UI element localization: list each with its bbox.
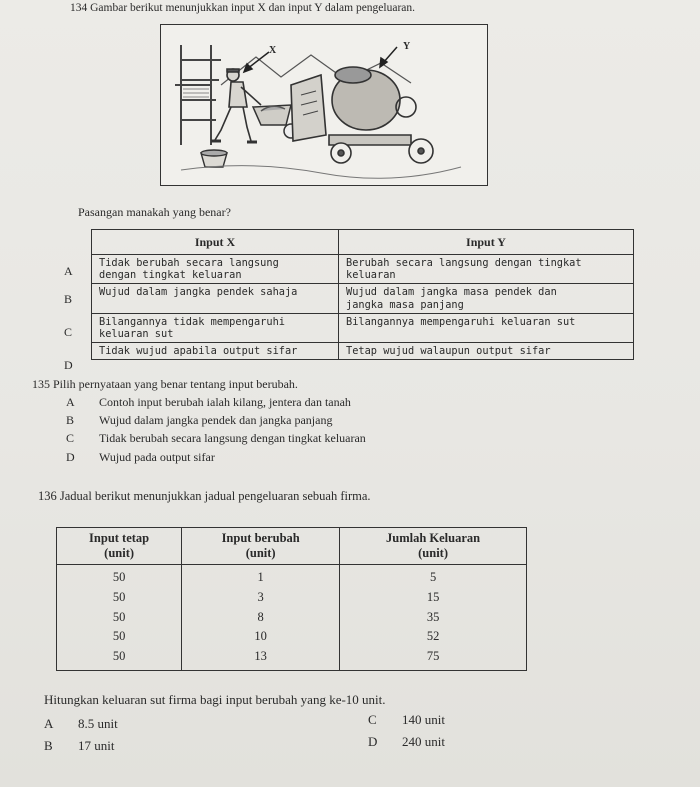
row-letter: D <box>64 358 73 372</box>
cell: 8 <box>182 608 340 628</box>
cell: 50 <box>57 565 182 588</box>
option-letter: D <box>66 450 75 464</box>
table-row <box>57 608 527 628</box>
answer-option-c[interactable] <box>368 712 445 728</box>
option-letter: A <box>66 395 75 409</box>
input-y-label: Y <box>403 41 411 52</box>
header-input-x: Input X <box>92 230 339 255</box>
cell: 75 <box>340 647 527 670</box>
table-row <box>92 313 634 342</box>
row-letter: C <box>64 325 73 339</box>
cell-line: Tetap wujud walaupun output sifar <box>346 345 551 357</box>
option-text: Contoh input berubah ialah kilang, jentera dan tanah <box>99 395 351 409</box>
row-letter: B <box>64 292 73 306</box>
option-text: Wujud pada output sifar <box>99 450 215 464</box>
answer-option-d[interactable] <box>368 734 445 750</box>
cell-line: Wujud dalam jangka masa pendek dan <box>346 286 557 299</box>
question-135-stem: 135 Pilih pernyataan yang benar tentang input berubah. <box>32 377 298 391</box>
option-text: 17 unit <box>78 738 115 753</box>
option-text: Tidak berubah secara langsung dengan tingkat keluaran <box>99 431 366 445</box>
option-letter: D <box>368 734 378 749</box>
question-134-stem: Pasangan manakah yang benar? <box>78 205 231 219</box>
cell: 35 <box>340 608 527 628</box>
option-text: Wujud dalam jangka pendek dan jangka panjang <box>99 413 333 427</box>
header-variable-input <box>182 528 340 565</box>
table-row <box>92 255 634 284</box>
header-line: (unit) <box>104 546 135 560</box>
header-line: Input berubah <box>221 531 300 545</box>
header-line: (unit) <box>245 546 276 560</box>
answer-option-b[interactable] <box>44 738 115 754</box>
cell-line: Tidak wujud apabila output sifar <box>99 345 298 357</box>
table-row <box>57 647 527 670</box>
cell: 15 <box>340 588 527 608</box>
table-row <box>92 284 634 313</box>
cell-line: keluaran <box>346 269 396 282</box>
option-letter: B <box>66 413 75 427</box>
cell-line: jangka masa panjang <box>346 298 464 311</box>
answer-option-a[interactable] <box>44 716 118 732</box>
option-text: 140 unit <box>402 712 445 727</box>
cell: 10 <box>182 627 340 647</box>
cell-line: dengan tingkat keluaran <box>99 269 242 282</box>
cell: 3 <box>182 588 340 608</box>
table-row <box>57 565 527 588</box>
worker-and-cement-mixer-drawing <box>161 25 487 185</box>
cell-line: Berubah secara langsung dengan tingkat <box>346 257 582 270</box>
header-input-y: Input Y <box>339 230 634 255</box>
cell: 50 <box>57 608 182 628</box>
cell-line: Bilangannya tidak mempengaruhi <box>99 315 285 328</box>
cell-line: Tidak berubah secara langsung <box>99 257 279 270</box>
option-text: 8.5 unit <box>78 716 118 731</box>
cell-line: Bilangannya mempengaruhi keluaran sut <box>346 315 576 328</box>
production-schedule-table <box>56 527 527 671</box>
option-text: 240 unit <box>402 734 445 749</box>
cell: 13 <box>182 647 340 670</box>
cell: 50 <box>57 647 182 670</box>
question-136-stem: Hitungkan keluaran sut firma bagi input berubah yang ke-10 unit. <box>44 692 386 707</box>
table-row <box>57 588 527 608</box>
option-letter: C <box>368 712 377 727</box>
cell: 50 <box>57 627 182 647</box>
option-letter: A <box>44 716 54 731</box>
question-134-header: 134 Gambar berikut menunjukkan input X dan input Y dalam pengeluaran. <box>70 2 416 14</box>
cell: 1 <box>182 565 340 588</box>
cell-line: keluaran sut <box>99 327 174 340</box>
cell: 5 <box>340 565 527 588</box>
header-line: Jumlah Keluaran <box>386 531 481 545</box>
cell: 50 <box>57 588 182 608</box>
production-illustration <box>160 24 488 186</box>
header-line: Input tetap <box>89 531 150 545</box>
input-comparison-table <box>91 229 634 360</box>
header-fixed-input <box>57 528 182 565</box>
table-row <box>57 627 527 647</box>
cell: 52 <box>340 627 527 647</box>
option-letter: B <box>44 738 53 753</box>
input-x-label: X <box>269 45 277 56</box>
row-letter: A <box>64 264 73 278</box>
header-total-output <box>340 528 527 565</box>
option-letter: C <box>66 431 75 445</box>
table-row <box>92 343 634 360</box>
question-136-intro: 136 Jadual berikut menunjukkan jadual pengeluaran sebuah firma. <box>38 489 371 503</box>
cell-line: Wujud dalam jangka pendek sahaja <box>99 286 298 299</box>
header-line: (unit) <box>418 546 448 560</box>
